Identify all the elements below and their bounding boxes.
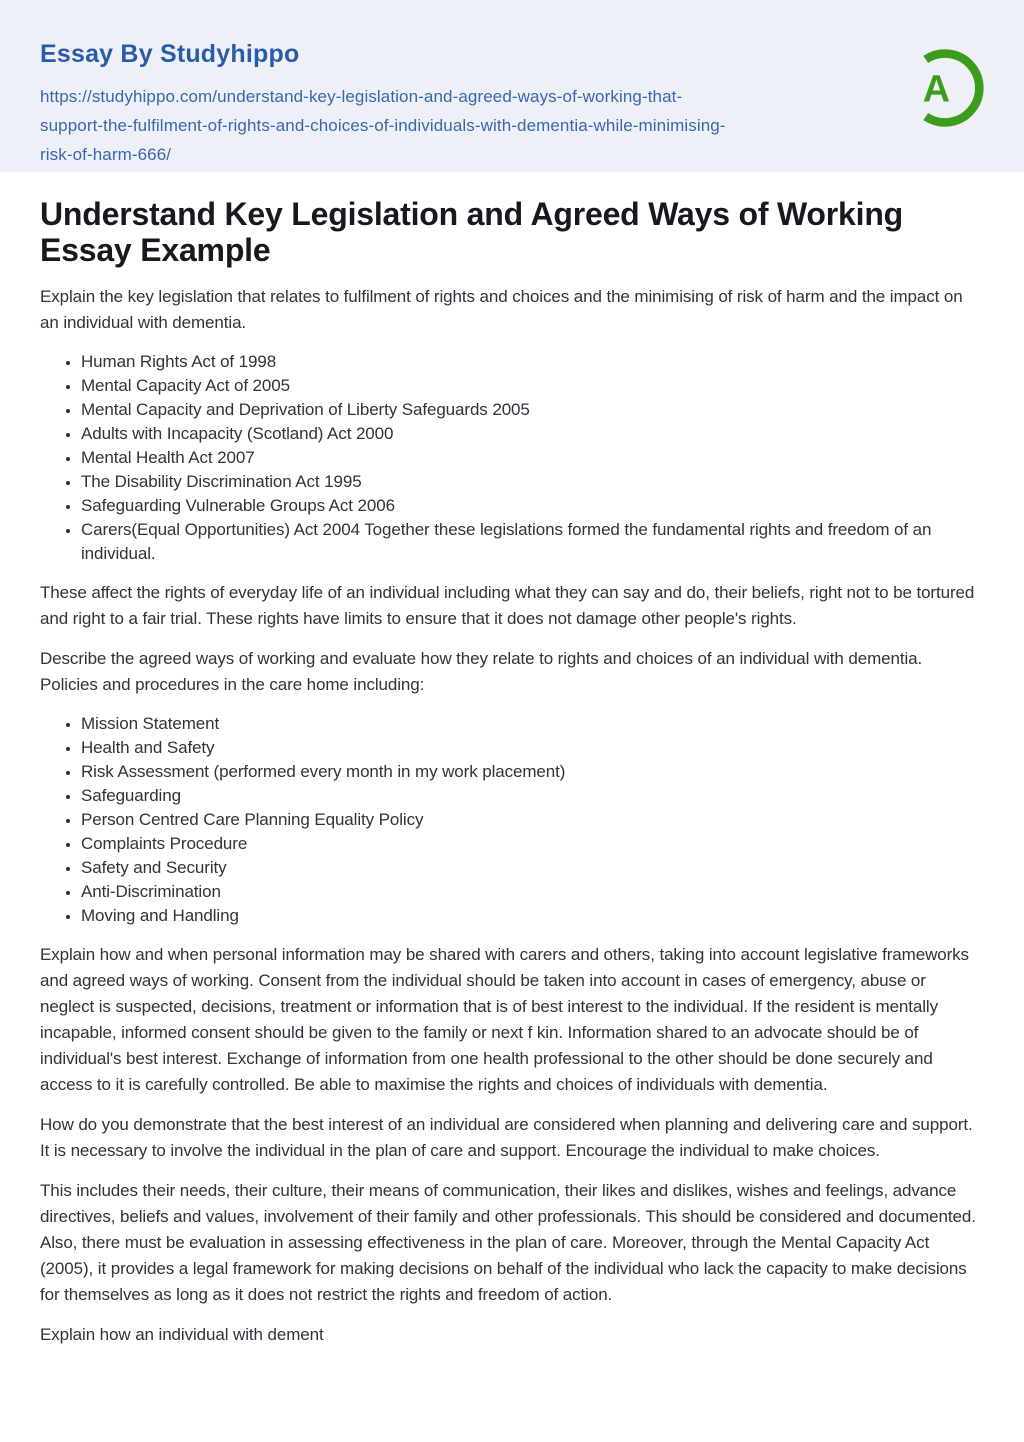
essay-title: Understand Key Legislation and Agreed Ways of Working Essay Example — [40, 196, 904, 268]
list-item: • Safeguarding Vulnerable Groups Act 2006 — [81, 494, 984, 518]
paragraph-intro: Explain the key legislation that relates to fulfilment of rights and choices and the minimising of risk of harm and the impact on an individual with dementia. — [40, 287, 963, 332]
list-item: • Human Rights Act of 1998 — [81, 350, 984, 374]
list-item: • Moving and Handling — [81, 904, 984, 928]
list-item: • Mental Capacity and Deprivation of Liberty Safeguards 2005 — [81, 398, 984, 422]
site-title: Essay By Studyhippo — [40, 40, 300, 68]
paragraph-rights: These affect the rights of everyday life of an individual including what they can say and do, their beliefs, right not to be tortured and right to a fair trial. These rights have limits to ensure that it does not damage other people's rights. — [40, 583, 975, 628]
studyhippo-logo-icon — [902, 42, 988, 139]
list-item: • Mental Capacity Act of 2005 — [81, 374, 984, 398]
essay-url-line-2: support-the-fulfilment-of-rights-and-choices-of-individuals-with-dementia-while-minimising- — [40, 116, 726, 135]
list-item: • Carers(Equal Opportunities) Act 2004 Together these legislations formed the fundamental rights and freedom of an individual. — [81, 518, 984, 566]
list-item: • Complaints Procedure — [81, 832, 984, 856]
list-item: • Adults with Incapacity (Scotland) Act 2000 — [81, 422, 984, 446]
policies-list — [40, 712, 984, 928]
paragraph-includes: This includes their needs, their culture, their means of communication, their likes and dislikes, wishes and feelings, advance directives, beliefs and values, involvement of their family and other professionals. This should be considered and documented. Also, there must be evaluation in assessing effectiveness in the plan of care. Moreover, through the Mental Capacity Act (2005), it provides a legal framework for making decisions on behalf of the individual who lack the capacity to make decisions for themselves as long as it does not restrict the rights and freedom of action. — [40, 1181, 976, 1304]
list-item: • Health and Safety — [81, 736, 984, 760]
paragraph-best-interest: How do you demonstrate that the best interest of an individual are considered when planning and delivering care and support. It is necessary to involve the individual in the plan of care and support. Encourage the individual to make choices. — [40, 1115, 973, 1160]
essay-body — [0, 172, 1024, 1348]
list-item: • The Disability Discrimination Act 1995 — [81, 470, 984, 494]
header-text-block — [40, 40, 726, 169]
paragraph-describe: Describe the agreed ways of working and evaluate how they relate to rights and choices of an individual with dementia. Policies and procedures in the care home including: — [40, 649, 923, 694]
page-header — [0, 0, 1024, 172]
legislation-list — [40, 350, 984, 566]
list-item: • Mission Statement — [81, 712, 984, 736]
paragraph-sharing: Explain how and when personal information may be shared with carers and others, taking into account legislative frameworks and agreed ways of working. Consent from the individual should be taken into account in cases of emergency, abuse or neglect is suspected, decisions, treatment or information that is of best interest to the individual. If the resident is mentally incapable, informed consent should be given to the family or next f kin. Information shared to an advocate should be of individual's best interest. Exchange of information from one health professional to the other should be done securely and access to it is carefully controlled. Be able to maximise the rights and choices of individuals with dementia. — [40, 945, 969, 1094]
list-item: • Anti-Discrimination — [81, 880, 984, 904]
list-item: • Safety and Security — [81, 856, 984, 880]
essay-url — [40, 82, 726, 169]
list-item: • Mental Health Act 2007 — [81, 446, 984, 470]
list-item: • Person Centred Care Planning Equality Policy — [81, 808, 984, 832]
logo-letter: A — [922, 68, 951, 111]
paragraph-closing: Explain how an individual with dement — [40, 1325, 324, 1344]
essay-url-line-3: risk-of-harm-666/ — [40, 145, 172, 164]
list-item: • Safeguarding — [81, 784, 984, 808]
essay-url-line-1: https://studyhippo.com/understand-key-legislation-and-agreed-ways-of-working-that- — [40, 87, 683, 106]
list-item: • Risk Assessment (performed every month in my work placement) — [81, 760, 984, 784]
